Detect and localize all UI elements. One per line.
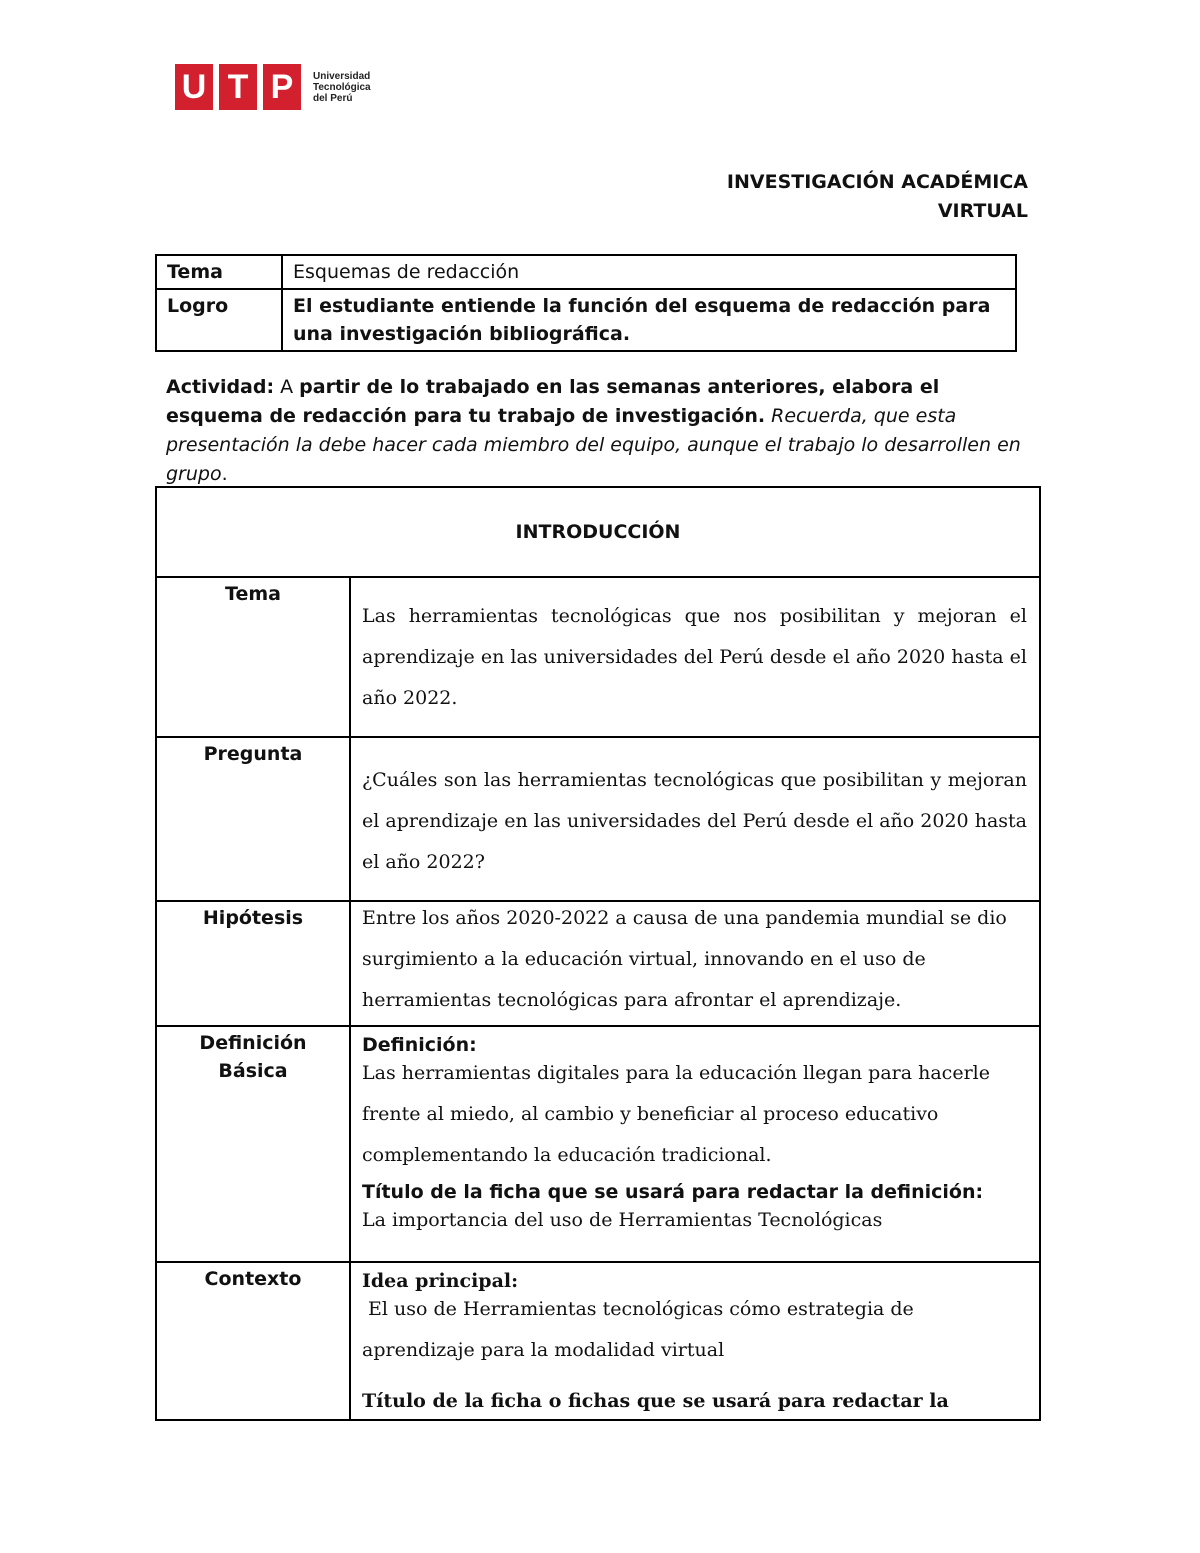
row-definicion-label <box>156 1026 350 1262</box>
info-logro-value: El estudiante entiende la función del esquema de redacción para una investigación bibliográfica. <box>282 289 1016 351</box>
document-title <box>727 168 1028 226</box>
row-pregunta <box>156 737 1040 901</box>
row-tema-value: Las herramientas tecnológicas que nos posibilitan y mejoran el aprendizaje en las universidades del Perú desde el año 2020 hasta el año 2022. <box>362 605 1027 709</box>
info-tema-label: Tema <box>156 255 282 289</box>
logo-letter-t: T <box>219 64 257 110</box>
row-pregunta-value: ¿Cuáles son las herramientas tecnológicas que posibilitan y mejoran el aprendizaje en las universidades del Perú desde el año 2020 hasta el año 2022? <box>362 769 1027 873</box>
row-tema <box>156 577 1040 737</box>
logo-letter-u: U <box>175 64 213 110</box>
intro-heading-row <box>156 487 1040 577</box>
definicion-heading: Definición: <box>362 1034 477 1056</box>
activity-paragraph <box>166 373 1036 489</box>
definicion-value: Las herramientas digitales para la educación llegan para hacerle frente al miedo, al cambio y beneficiar al proceso educativo complementando la educación tradicional. <box>362 1062 990 1166</box>
row-hipotesis <box>156 901 1040 1026</box>
row-definicion-label-line-1: Definición <box>199 1032 307 1054</box>
intro-heading: INTRODUCCIÓN <box>156 487 1040 577</box>
info-row-logro <box>156 289 1016 351</box>
activity-text-end: . <box>221 463 228 485</box>
logo-line-2: Tecnológica <box>313 81 371 93</box>
definicion-ficha-heading: Título de la ficha que se usará para redactar la definición: <box>362 1181 984 1203</box>
row-definicion-content <box>350 1026 1040 1262</box>
activity-label: Actividad: <box>166 376 275 398</box>
logo-line-3: del Perú <box>313 92 353 104</box>
info-row-tema <box>156 255 1016 289</box>
logo-line-1: Universidad <box>313 70 371 82</box>
document-title-line-1: INVESTIGACIÓN ACADÉMICA <box>726 171 1028 193</box>
contexto-value: El uso de Herramientas tecnológicas cómo estrategia de aprendizaje para la modalidad virtual <box>362 1298 920 1361</box>
row-tema-content <box>350 577 1040 737</box>
contexto-ficha-heading: Título de la ficha o fichas que se usará para redactar la <box>362 1390 949 1412</box>
info-logro-label: Logro <box>156 289 282 351</box>
row-definicion-label-line-2: Básica <box>218 1060 288 1082</box>
contexto-heading: Idea principal: <box>362 1270 519 1292</box>
utp-logo <box>175 64 371 110</box>
activity-text-bold: partir de lo trabajado en las semanas anteriores, elabora el esquema de redacción para tu trabajo de investigación. <box>166 376 940 427</box>
activity-text-italic: Recuerda, que esta presentación la debe hacer cada miembro del equipo, aunque el trabajo lo desarrollen en grupo <box>166 405 1021 485</box>
definicion-ficha-value: La importancia del uso de Herramientas Tecnológicas <box>362 1209 883 1231</box>
info-tema-value: Esquemas de redacción <box>282 255 1016 289</box>
row-hipotesis-content <box>350 901 1040 1026</box>
logo-letter-p: P <box>263 64 301 110</box>
info-table <box>155 254 1017 352</box>
logo-wordmark <box>313 71 371 104</box>
row-hipotesis-label: Hipótesis <box>156 901 350 1026</box>
document-title-line-2: VIRTUAL <box>937 200 1028 222</box>
row-pregunta-label: Pregunta <box>156 737 350 901</box>
row-tema-label: Tema <box>156 577 350 737</box>
row-contexto <box>156 1262 1040 1420</box>
row-contexto-label: Contexto <box>156 1262 350 1420</box>
row-contexto-content <box>350 1262 1040 1420</box>
row-pregunta-content <box>350 737 1040 901</box>
introduction-table <box>155 486 1041 1421</box>
row-hipotesis-value: Entre los años 2020-2022 a causa de una pandemia mundial se dio surgimiento a la educación virtual, innovando en el uso de herramientas tecnológicas para afrontar el aprendizaje. <box>362 907 1007 1011</box>
activity-text-plain: A <box>274 376 300 398</box>
row-definicion <box>156 1026 1040 1262</box>
